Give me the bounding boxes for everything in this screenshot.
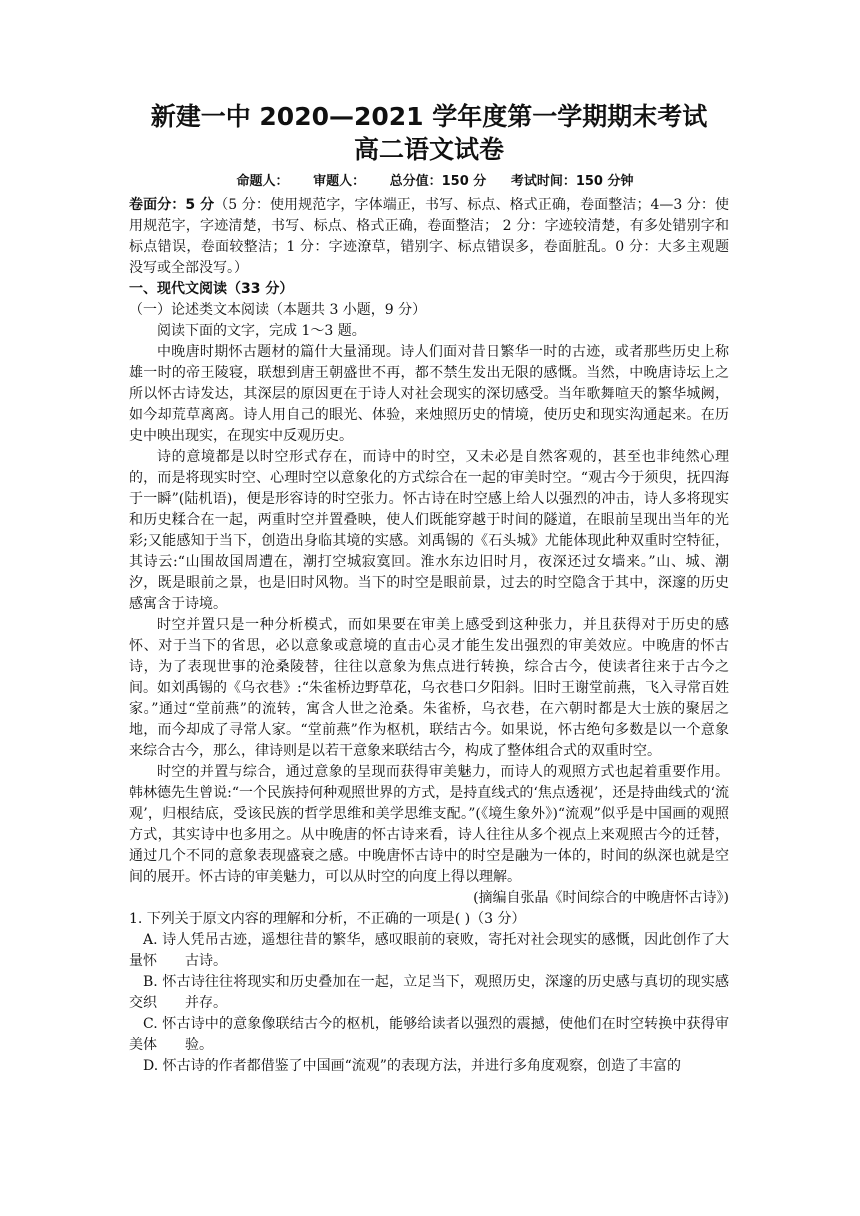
meta-total-score: 总分值：150 分 [389, 174, 487, 189]
exam-title: 新建一中 2020—2021 学年度第一学期期末考试 [150, 102, 708, 131]
instructions-text: （5 分：使用规范字，字体端正，书写、标点、格式正确，卷面整洁；4—3 分：使用规范字，字迹清楚，书写、标点、格式正确，卷面整洁； 2 分：字迹较清楚，有多处错别字和标点错误，卷面较整洁；1 分：字迹潦草，错别字、标点错误多，卷面脏乱。0 分：大多主观题没写或全部没写。） [129, 197, 729, 276]
question-1-option-b: B. 怀古诗往往将现实和历史叠加在一起，立足当下，观照历史，深邃的历史感与真切的现实感交织 并存。 [129, 974, 729, 1011]
subsection-heading: （一）论述类文本阅读（本题共 3 小题，9 分） [129, 302, 427, 318]
meta-exam-time: 考试时间：150 分钟 [510, 174, 634, 189]
section-heading: 一、现代文阅读（33 分） [129, 281, 294, 297]
reading-instruction: 阅读下面的文字，完成 1～3 题。 [157, 323, 366, 339]
question-1-option-c: C. 怀古诗中的意象像联结古今的枢机，能够给读者以强烈的震撼，使他们在时空转换中获得审美体 验。 [129, 1016, 729, 1053]
instructions-label: 卷面分：5 分 [129, 197, 215, 213]
meta-setter: 命题人： [236, 174, 289, 189]
instructions [129, 195, 729, 279]
passage-paragraph: 时空的并置与综合，通过意象的呈现而获得审美魅力，而诗人的观照方式也起着重要作用。韩林德先生曾说:“一个民族持何种观照世界的方式，是持直线式的‘焦点透视’，还是持曲线式的‘流观’，归根结底，受该民族的哲学思维和美学思维支配。”(《境生象外》)“流观”似乎是中国画的观照方式，其实诗中也多用之。从中晚唐的怀古诗来看，诗人往往从多个视点上来观照古今的迁替，通过几个不同的意象表现盛衰之感。中晚唐怀古诗中的时空是融为一体的，时间的纵深也就是空间的展开。怀古诗的审美魅力，可以从时空的向度上得以理解。 [129, 764, 729, 885]
exam-subtitle: 高二语文试卷 [353, 135, 504, 164]
passage-paragraph: 中晚唐时期怀古题材的篇什大量涌现。诗人们面对昔日繁华一时的古迹，或者那些历史上称雄一时的帝王陵寝，联想到唐王朝盛世不再，都不禁生发出无限的感慨。当然，中晚唐诗坛上之所以怀古诗发达，其深层的原因更在于诗人对社会现实的深切感受。当年歌舞喧天的繁华城阙，如今却荒草离离。诗人用自己的眼光、体验，来烛照历史的情境，使历史和现实沟通起来。在历史中映出现实，在现实中反观历史。 [129, 344, 729, 444]
exam-page [129, 100, 729, 1077]
exam-meta [141, 170, 729, 189]
question-1-option-a: A. 诗人凭吊古迹，遥想往昔的繁华，感叹眼前的衰败，寄托对社会现实的感慨，因此创作了大量怀 古诗。 [129, 932, 729, 969]
question-1-option-d: D. 怀古诗的作者都借鉴了中国画“流观”的表现方法，并进行多角度观察，创造了丰富的 [143, 1058, 681, 1074]
passage-paragraph: 诗的意境都是以时空形式存在，而诗中的时空，又未必是自然客观的，甚至也非纯然心理的，而是将现实时空、心理时空以意象化的方式综合在一起的审美时空。“观古今于须臾，抚四海于一瞬”(陆机语)，便是形容诗的时空张力。怀古诗在时空感上给人以强烈的冲击，诗人多将现实和历史糅合在一起，两重时空并置叠映，使人们既能穿越于时间的隧道，在眼前呈现出当年的光彩;又能感知于当下，创造出身临其境的实感。刘禹锡的《石头城》尤能体现此种双重时空特征，其诗云:“山围故国周遭在，潮打空城寂寞回。淮水东边旧时月，夜深还过女墙来。”山、城、潮汐，既是眼前之景，也是旧时风物。当下的时空是眼前景，过去的时空隐含于其中，深邃的历史感寓含于诗境。 [129, 449, 729, 612]
meta-reviewer: 审题人： [313, 174, 366, 189]
passage-source: (摘编自张晶《时间综合的中晚唐怀古诗》) [473, 890, 729, 906]
question-1-stem: 1. 下列关于原文内容的理解和分析，不正确的一项是( )（3 分） [129, 911, 526, 927]
passage-paragraph: 时空并置只是一种分析模式，而如果要在审美上感受到这种张力，并且获得对于历史的感怀、对于当下的省思，必以意象或意境的直击心灵才能生发出强烈的审美效应。中晚唐的怀古诗，为了表现世事的沧桑陵替，往往以意象为焦点进行转换，综合古今，使读者往来于古今之间。如刘禹锡的《乌衣巷》:“朱雀桥边野草花，乌衣巷口夕阳斜。旧时王谢堂前燕，飞入寻常百姓家。”通过“堂前燕”的流转，寓含人世之沧桑。朱雀桥，乌衣巷，在六朝时都是大士族的聚居之地，而今却成了寻常人家。“堂前燕”作为枢机，联结古今。如果说，怀古绝句多数是以一个意象来综合古今，那么，律诗则是以若干意象来联结古今，构成了整体组合式的双重时空。 [129, 617, 729, 759]
